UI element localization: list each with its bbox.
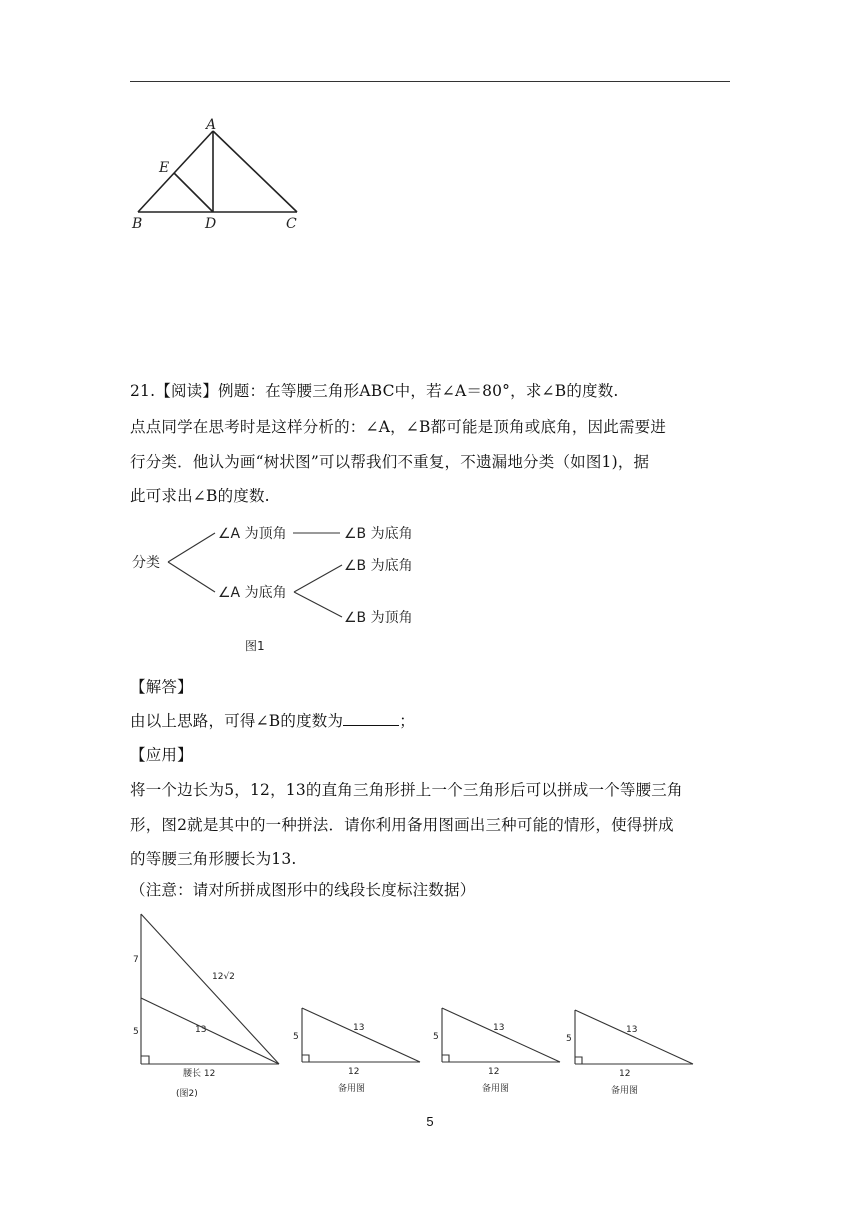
tree-root-label: 分类 [132,555,160,571]
tree-diagram [130,520,430,655]
point-label-a: A [206,117,217,133]
point-label-c: C [286,216,297,232]
spare3-caption: 备用图 [611,1086,639,1096]
figure-2 [128,910,288,1105]
tree-b-base-1: ∠B 为底角 [344,526,413,542]
spare3-side: 5 [566,1034,572,1044]
answer-blank[interactable] [343,711,399,726]
application-heading: 【应用】 [130,746,193,764]
application-line-2: 形，图2就是其中的一种拼法．请你利用备用图画出三种可能的情形，使得拼成 [130,816,674,834]
fig2-caption: (图2) [176,1089,198,1099]
answer-heading: 【解答】 [130,678,193,696]
application-note: （注意：请对所拼成图形中的线段长度标注数据） [130,881,476,899]
spare3-hyp: 13 [626,1025,638,1035]
application-line-3: 的等腰三角形腰长为13. [130,850,297,868]
triangle-abc-figure [125,112,315,237]
header-rule [130,81,730,82]
tree-a-vertex: ∠A 为顶角 [218,526,287,542]
spare1-hyp: 13 [353,1023,365,1033]
problem-line-1: 21.【阅读】例题：在等腰三角形ABC中，若∠A＝80°，求∠B的度数. [130,382,619,400]
fig2-hyp-long: 12√2 [212,972,235,982]
spare-figure-2 [430,1000,570,1100]
fig2-base: 腰长 12 [183,1069,216,1079]
answer-line [130,711,415,731]
answer-text-end: ； [399,712,415,730]
spare1-side: 5 [293,1032,299,1042]
spare2-hyp: 13 [493,1023,505,1033]
fig2-side-7: 7 [133,955,139,965]
point-label-d: D [205,216,217,232]
application-line-1: 将一个边长为5，12，13的直角三角形拼上一个三角形后可以拼成一个等腰三角 [130,781,683,799]
tree-a-base: ∠A 为底角 [218,585,287,601]
answer-text: 由以上思路，可得∠B的度数为 [130,712,344,730]
spare-figure-1 [290,1000,430,1100]
fig2-side-5: 5 [133,1027,139,1037]
fig2-hyp-13: 13 [195,1025,207,1035]
tree-caption: 图1 [245,639,265,653]
spare3-base: 12 [619,1069,631,1079]
point-label-e: E [159,160,170,176]
point-label-b: B [132,216,143,232]
spare-figure-3 [563,1002,703,1102]
page-number: 5 [426,1114,434,1129]
tree-b-vertex: ∠B 为顶角 [344,610,413,626]
spare1-base: 12 [348,1067,360,1077]
spare2-side: 5 [433,1032,439,1042]
problem-line-2: 点点同学在思考时是这样分析的：∠A，∠B都可能是顶角或底角，因此需要进 [130,418,667,436]
tree-b-base-2: ∠B 为底角 [344,558,413,574]
problem-line-3: 行分类．他认为画“树状图”可以帮我们不重复，不遗漏地分类（如图1)，据 [130,453,650,471]
spare2-base: 12 [488,1067,500,1077]
spare2-caption: 备用图 [482,1084,510,1094]
spare1-caption: 备用图 [338,1084,366,1094]
problem-line-4: 此可求出∠B的度数. [130,487,270,505]
